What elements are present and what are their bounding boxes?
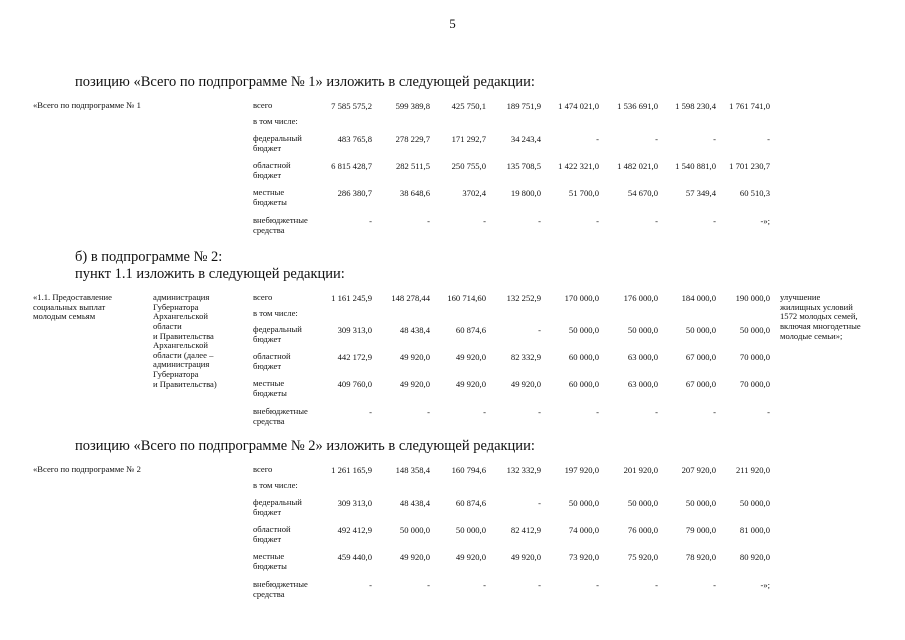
- cell-total-6: 201 920,0: [623, 465, 658, 475]
- cell-extra-7: -: [713, 216, 716, 226]
- cell-regional-3: 49 920,0: [455, 352, 486, 362]
- cell-regional-1: 492 412,9: [337, 525, 372, 535]
- row-label-total: всего: [253, 464, 273, 474]
- row-label-regional-line: областной: [253, 351, 291, 361]
- cell-extra-7: -: [713, 580, 716, 590]
- executor-line: и Правительства: [153, 330, 214, 341]
- cell-federal-4: -: [538, 498, 541, 508]
- cell-total-1: 7 585 575,2: [331, 101, 372, 111]
- cell-regional-8: 81 000,0: [739, 525, 770, 535]
- row-label-regional-line: областной: [253, 160, 291, 170]
- executor: [153, 293, 217, 389]
- expected-result-line: включая многодетные: [780, 320, 861, 331]
- cell-total-1: 1 161 245,9: [331, 293, 372, 303]
- executor-line: Архангельской: [153, 311, 208, 322]
- row-label-extra-line: средства: [253, 588, 285, 599]
- cell-regional-5: 74 000,0: [568, 525, 599, 535]
- cell-local-5: 73 920,0: [568, 552, 599, 562]
- cell-regional-3: 50 000,0: [455, 525, 486, 535]
- executor-line: области (далее –: [153, 349, 214, 360]
- executor-line: Архангельской: [153, 340, 208, 351]
- cell-regional-7: 1 540 881,0: [675, 161, 716, 171]
- cell-total-3: 160 794,6: [451, 465, 486, 475]
- cell-total-6: 176 000,0: [623, 293, 658, 303]
- cell-federal-5: 50 000,0: [568, 498, 599, 508]
- cell-local-1: 459 440,0: [337, 552, 372, 562]
- cell-extra-5: -: [596, 580, 599, 590]
- cell-local-4: 49 920,0: [510, 379, 541, 389]
- cell-local-7: 57 349,4: [685, 188, 716, 198]
- row-label-federal-line: федеральный: [253, 133, 302, 143]
- cell-federal-8: 50 000,0: [739, 498, 770, 508]
- expected-result-line: улучшение: [780, 292, 821, 302]
- cell-total-6: 1 536 691,0: [617, 101, 658, 111]
- row-label-federal: [253, 498, 302, 517]
- cell-extra-6: -: [655, 216, 658, 226]
- row-label-local-line: бюджеты: [253, 387, 287, 398]
- cell-federal-2: 278 229,7: [395, 134, 430, 144]
- cell-federal-7: -: [713, 134, 716, 144]
- cell-total-2: 148 358,4: [395, 465, 430, 475]
- cell-extra-7: -: [713, 407, 716, 417]
- executor-line: области: [153, 320, 182, 331]
- cell-federal-1: 483 765,8: [337, 134, 372, 144]
- cell-federal-2: 48 438,4: [399, 325, 430, 335]
- cell-local-3: 49 920,0: [455, 379, 486, 389]
- row-label-extra-line: средства: [253, 224, 285, 235]
- cell-total-8: 1 761 741,0: [729, 101, 770, 111]
- cell-local-7: 78 920,0: [685, 552, 716, 562]
- cell-regional-6: 1 482 021,0: [617, 161, 658, 171]
- measure-title: [33, 293, 112, 322]
- cell-extra-2: -: [427, 580, 430, 590]
- cell-federal-8: -: [767, 134, 770, 144]
- executor-line: администрация: [153, 359, 210, 370]
- cell-federal-4: 34 243,4: [510, 134, 541, 144]
- cell-extra-8: -: [767, 407, 770, 417]
- row-label-local-line: бюджеты: [253, 560, 287, 571]
- cell-regional-4: 82 412,9: [510, 525, 541, 535]
- cell-total-4: 132 332,9: [506, 465, 541, 475]
- row-label-incl: в том числе:: [253, 308, 298, 318]
- cell-local-1: 286 380,7: [337, 188, 372, 198]
- row-label-extra: [253, 407, 308, 426]
- heading-item-1-1: пункт 1.1 изложить в следующей редакции:: [75, 266, 345, 282]
- heading-subprogram-2: б) в подпрограмме № 2:: [75, 249, 223, 265]
- measure-title-line: молодым семьям: [33, 311, 96, 322]
- cell-total-8: 211 920,0: [735, 465, 770, 475]
- cell-total-2: 599 389,8: [395, 101, 430, 111]
- cell-federal-7: 50 000,0: [685, 325, 716, 335]
- row-label-local-line: бюджеты: [253, 196, 287, 207]
- cell-regional-5: 1 422 321,0: [558, 161, 599, 171]
- cell-federal-6: 50 000,0: [627, 325, 658, 335]
- executor-line: Губернатора: [153, 369, 199, 379]
- cell-local-4: 19 800,0: [510, 188, 541, 198]
- cell-extra-4: -: [538, 407, 541, 417]
- cell-federal-3: 171 292,7: [451, 134, 486, 144]
- row-label-local: [253, 552, 287, 571]
- cell-local-8: 60 510,3: [739, 188, 770, 198]
- cell-local-4: 49 920,0: [510, 552, 541, 562]
- heading-subprogram-2-total: позицию «Всего по подпрограмме № 2» изложить в следующей редакции:: [75, 438, 535, 454]
- cell-local-2: 49 920,0: [399, 552, 430, 562]
- cell-total-3: 425 750,1: [451, 101, 486, 111]
- cell-extra-6: -: [655, 580, 658, 590]
- row-label-regional: [253, 161, 291, 180]
- expected-result-line: жилищных условий: [780, 301, 853, 312]
- row-label-local-line: местные: [253, 551, 285, 561]
- cell-federal-8: 50 000,0: [739, 325, 770, 335]
- cell-total-4: 189 751,9: [506, 101, 541, 111]
- cell-federal-5: 50 000,0: [568, 325, 599, 335]
- cell-extra-2: -: [427, 407, 430, 417]
- row-label-incl: в том числе:: [253, 480, 298, 490]
- row-label-federal-line: федеральный: [253, 324, 302, 334]
- cell-extra-8: -»;: [760, 580, 770, 590]
- row-label-extra: [253, 580, 308, 599]
- cell-regional-2: 50 000,0: [399, 525, 430, 535]
- cell-regional-8: 70 000,0: [739, 352, 770, 362]
- row-title: «Всего по подпрограмме № 2: [33, 464, 141, 474]
- cell-extra-1: -: [369, 407, 372, 417]
- row-label-extra-line: внебюджетные: [253, 215, 308, 225]
- cell-local-8: 70 000,0: [739, 379, 770, 389]
- cell-total-3: 160 714,60: [447, 293, 486, 303]
- cell-federal-1: 309 313,0: [337, 498, 372, 508]
- page-number: 5: [449, 16, 456, 31]
- cell-federal-3: 60 874,6: [455, 325, 486, 335]
- row-label-regional-line: бюджет: [253, 533, 282, 544]
- cell-local-3: 3702,4: [462, 188, 486, 198]
- cell-total-7: 184 000,0: [681, 293, 716, 303]
- cell-local-8: 80 920,0: [739, 552, 770, 562]
- cell-regional-7: 79 000,0: [685, 525, 716, 535]
- row-label-regional-line: бюджет: [253, 169, 282, 180]
- row-label-federal-line: бюджет: [253, 333, 282, 344]
- cell-regional-4: 82 332,9: [510, 352, 541, 362]
- cell-extra-8: -»;: [760, 216, 770, 226]
- cell-federal-6: -: [655, 134, 658, 144]
- cell-regional-1: 442 172,9: [337, 352, 372, 362]
- cell-federal-1: 309 313,0: [337, 325, 372, 335]
- cell-local-5: 51 700,0: [568, 188, 599, 198]
- row-label-regional: [253, 525, 291, 544]
- cell-federal-6: 50 000,0: [627, 498, 658, 508]
- cell-regional-1: 6 815 428,7: [331, 161, 372, 171]
- executor-line: и Правительства): [153, 378, 217, 389]
- row-label-federal: [253, 134, 302, 153]
- row-label-incl: в том числе:: [253, 116, 298, 126]
- cell-regional-5: 60 000,0: [568, 352, 599, 362]
- cell-extra-2: -: [427, 216, 430, 226]
- cell-total-5: 170 000,0: [564, 293, 599, 303]
- cell-local-2: 49 920,0: [399, 379, 430, 389]
- cell-extra-4: -: [538, 580, 541, 590]
- row-label-local-line: местные: [253, 378, 285, 388]
- measure-title-line: «1.1. Предоставление: [33, 292, 112, 302]
- cell-regional-6: 63 000,0: [627, 352, 658, 362]
- row-label-local-line: местные: [253, 187, 285, 197]
- row-label-federal-line: федеральный: [253, 497, 302, 507]
- cell-regional-7: 67 000,0: [685, 352, 716, 362]
- cell-regional-2: 49 920,0: [399, 352, 430, 362]
- cell-federal-4: -: [538, 325, 541, 335]
- cell-local-5: 60 000,0: [568, 379, 599, 389]
- row-label-regional: [253, 352, 291, 371]
- row-label-federal-line: бюджет: [253, 142, 282, 153]
- measure-title-line: социальных выплат: [33, 301, 106, 312]
- cell-extra-1: -: [369, 216, 372, 226]
- cell-total-4: 132 252,9: [506, 293, 541, 303]
- cell-extra-3: -: [483, 580, 486, 590]
- cell-regional-6: 76 000,0: [627, 525, 658, 535]
- row-label-regional-line: областной: [253, 524, 291, 534]
- cell-total-5: 197 920,0: [564, 465, 599, 475]
- row-label-federal-line: бюджет: [253, 506, 282, 517]
- row-label-extra-line: внебюджетные: [253, 579, 308, 589]
- cell-total-7: 207 920,0: [681, 465, 716, 475]
- cell-regional-2: 282 511,5: [395, 161, 430, 171]
- cell-extra-5: -: [596, 407, 599, 417]
- cell-extra-3: -: [483, 216, 486, 226]
- expected-result: [780, 293, 861, 341]
- cell-local-7: 67 000,0: [685, 379, 716, 389]
- cell-total-5: 1 474 021,0: [558, 101, 599, 111]
- cell-federal-2: 48 438,4: [399, 498, 430, 508]
- row-label-total: всего: [253, 292, 273, 302]
- executor-line: Губернатора: [153, 301, 199, 312]
- row-title: «Всего по подпрограмме № 1: [33, 100, 141, 110]
- cell-regional-8: 1 701 230,7: [729, 161, 770, 171]
- cell-federal-7: 50 000,0: [685, 498, 716, 508]
- expected-result-line: 1572 молодых семей,: [780, 311, 858, 322]
- cell-regional-4: 135 708,5: [506, 161, 541, 171]
- cell-local-6: 75 920,0: [627, 552, 658, 562]
- cell-local-2: 38 648,6: [399, 188, 430, 198]
- row-label-extra-line: средства: [253, 415, 285, 426]
- row-label-local: [253, 379, 287, 398]
- row-label-federal: [253, 325, 302, 344]
- cell-local-6: 54 670,0: [627, 188, 658, 198]
- cell-extra-3: -: [483, 407, 486, 417]
- cell-extra-6: -: [655, 407, 658, 417]
- cell-extra-1: -: [369, 580, 372, 590]
- cell-total-1: 1 261 165,9: [331, 465, 372, 475]
- expected-result-line: молодые семьи»;: [780, 330, 843, 341]
- row-label-extra-line: внебюджетные: [253, 406, 308, 416]
- cell-total-2: 148 278,44: [391, 293, 430, 303]
- cell-total-7: 1 598 230,4: [675, 101, 716, 111]
- cell-local-6: 63 000,0: [627, 379, 658, 389]
- row-label-regional-line: бюджет: [253, 360, 282, 371]
- cell-local-1: 409 760,0: [337, 379, 372, 389]
- executor-line: администрация: [153, 292, 210, 302]
- row-label-local: [253, 188, 287, 207]
- row-label-extra: [253, 216, 308, 235]
- cell-total-8: 190 000,0: [735, 293, 770, 303]
- heading-subprogram-1: позицию «Всего по подпрограмме № 1» изложить в следующей редакции:: [75, 74, 535, 90]
- cell-extra-4: -: [538, 216, 541, 226]
- row-label-total: всего: [253, 100, 273, 110]
- cell-federal-5: -: [596, 134, 599, 144]
- cell-regional-3: 250 755,0: [451, 161, 486, 171]
- cell-extra-5: -: [596, 216, 599, 226]
- cell-local-3: 49 920,0: [455, 552, 486, 562]
- cell-federal-3: 60 874,6: [455, 498, 486, 508]
